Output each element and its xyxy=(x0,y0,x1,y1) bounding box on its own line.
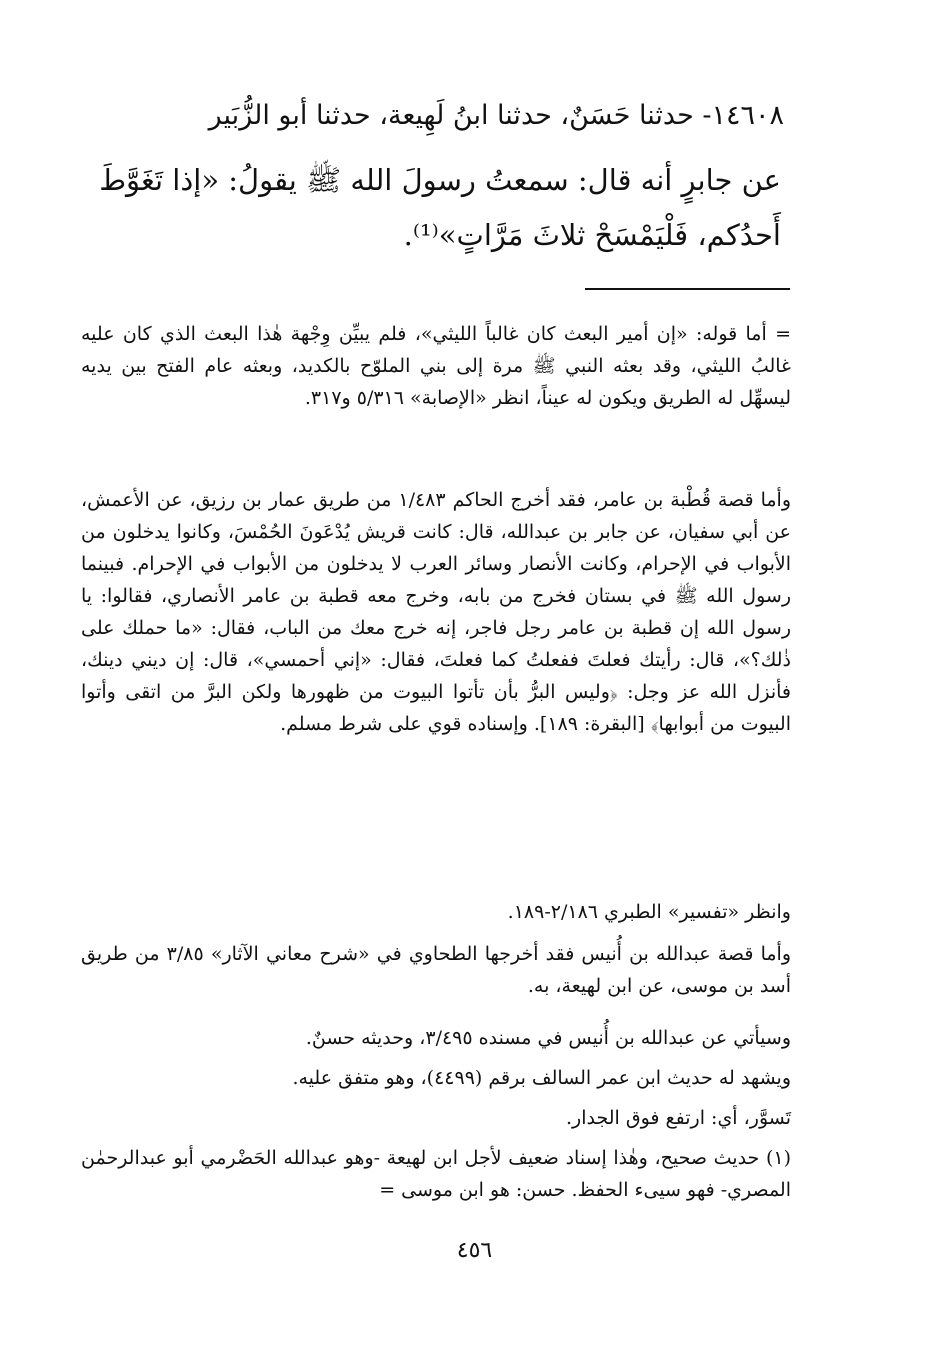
footnote-paragraph-1 xyxy=(81,318,791,414)
page-number: ٤٥٦ xyxy=(456,1238,493,1263)
footnote-paragraph-4 xyxy=(81,938,791,1002)
footnote-paragraph-7 xyxy=(81,1102,791,1134)
hadith-line-2: عن جابرٍ أنه قال: سمعتُ رسولَ الله ﷺ يقولُ: «إذا تَغَوَّطَ xyxy=(99,163,781,197)
footnote-paragraph-8 xyxy=(81,1142,791,1206)
footnote-text: (١) حديث صحيح، وهٰذا إسناد ضعيف لأجل ابن لهيعة -وهو عبدالله الحَضْرمي أبو عبدالرحمٰن المصري- فهو سيىء الحفظ. حسن: هو ابن موسى = xyxy=(81,1147,791,1201)
footnote-separator xyxy=(585,288,790,290)
footnote-text: وسيأتي عن عبدالله بن أُنيس في مسنده ٣/٤٩٥، وحديثه حسنٌ. xyxy=(305,1027,791,1049)
footnote-text: وانظر «تفسير» الطبري ٢/١٨٦-١٨٩. xyxy=(507,901,791,923)
hadith-line-3: أَحدُكم، فَلْيَمْسَحْ ثلاثَ مَرَّاتٍ»⁽¹⁾. xyxy=(403,218,781,252)
footnote-text: وأما قصة قُطْبة بن عامر، فقد أخرج الحاكم ١/٤٨٣ من طريق عمار بن رزيق، عن الأعمش، عن أبي سفيان، عن جابر بن عبدالله، قال: كانت قريش يُدْعَونَ الحُمْسَ، وكانوا يدخلون من الأبواب في الإحرام، وكانت الأنصار وسائر العرب لا يدخلون من الأبواب في الإحرام. فبينما رسول الله ﷺ في بستان فخرج من بابه، وخرج معه قطبة بن عامر الأنصاري، فقالوا: يا رسول الله إن قطبة بن عامر رجل فاجر، إنه خرج معك من الباب، فقال: «ما حملك على ذٰلك؟»، قال: رأيتك فعلتَ ففعلتُ كما فعلتَ، فقال: «إني أحمسي»، قال: إن ديني دينك، فأنزل الله عز وجل: ﴿وليس البرُّ بأن تأتوا البيوت من ظهورها ولكن البرَّ من اتقى وأتوا البيوت من أبوابها﴾ [البقرة: ١٨٩]. وإسناده قوي على شرط مسلم. xyxy=(81,489,791,735)
hadith-line-1: ١٤٦٠٨- حدثنا حَسَنٌ، حدثنا ابنُ لَهِيعة، حدثنا أبو الزُّبَير xyxy=(208,100,784,131)
footnote-text: = أما قوله: «إن أمير البعث كان غالباً الليثي»، فلم يبيِّن وِجْهة هٰذا البعث الذي كان عليه غالبُ الليثي، وقد بعثه النبي ﷺ مرة إلى بني الملوّح بالكديد، وبعثه عام الفتح بين يديه ليسهِّل له الطريق ويكون له عيناً، انظر «الإصابة» ٥/٣١٦ و٣١٧. xyxy=(81,323,791,409)
footnote-text: تَسوَّر، أي: ارتفع فوق الجدار. xyxy=(566,1107,791,1129)
footnote-text: وأما قصة عبدالله بن أُنيس فقد أخرجها الطحاوي في «شرح معاني الآثار» ٣/٨٥ من طريق أسد بن موسى، عن ابن لهيعة، به. xyxy=(81,943,791,997)
footnote-paragraph-6 xyxy=(81,1062,791,1094)
footnote-paragraph-3 xyxy=(81,896,791,928)
footnote-paragraph-2 xyxy=(81,484,791,740)
footnote-paragraph-5 xyxy=(81,1022,791,1054)
footnote-text: ويشهد له حديث ابن عمر السالف برقم (٤٤٩٩)، وهو متفق عليه. xyxy=(292,1067,791,1089)
